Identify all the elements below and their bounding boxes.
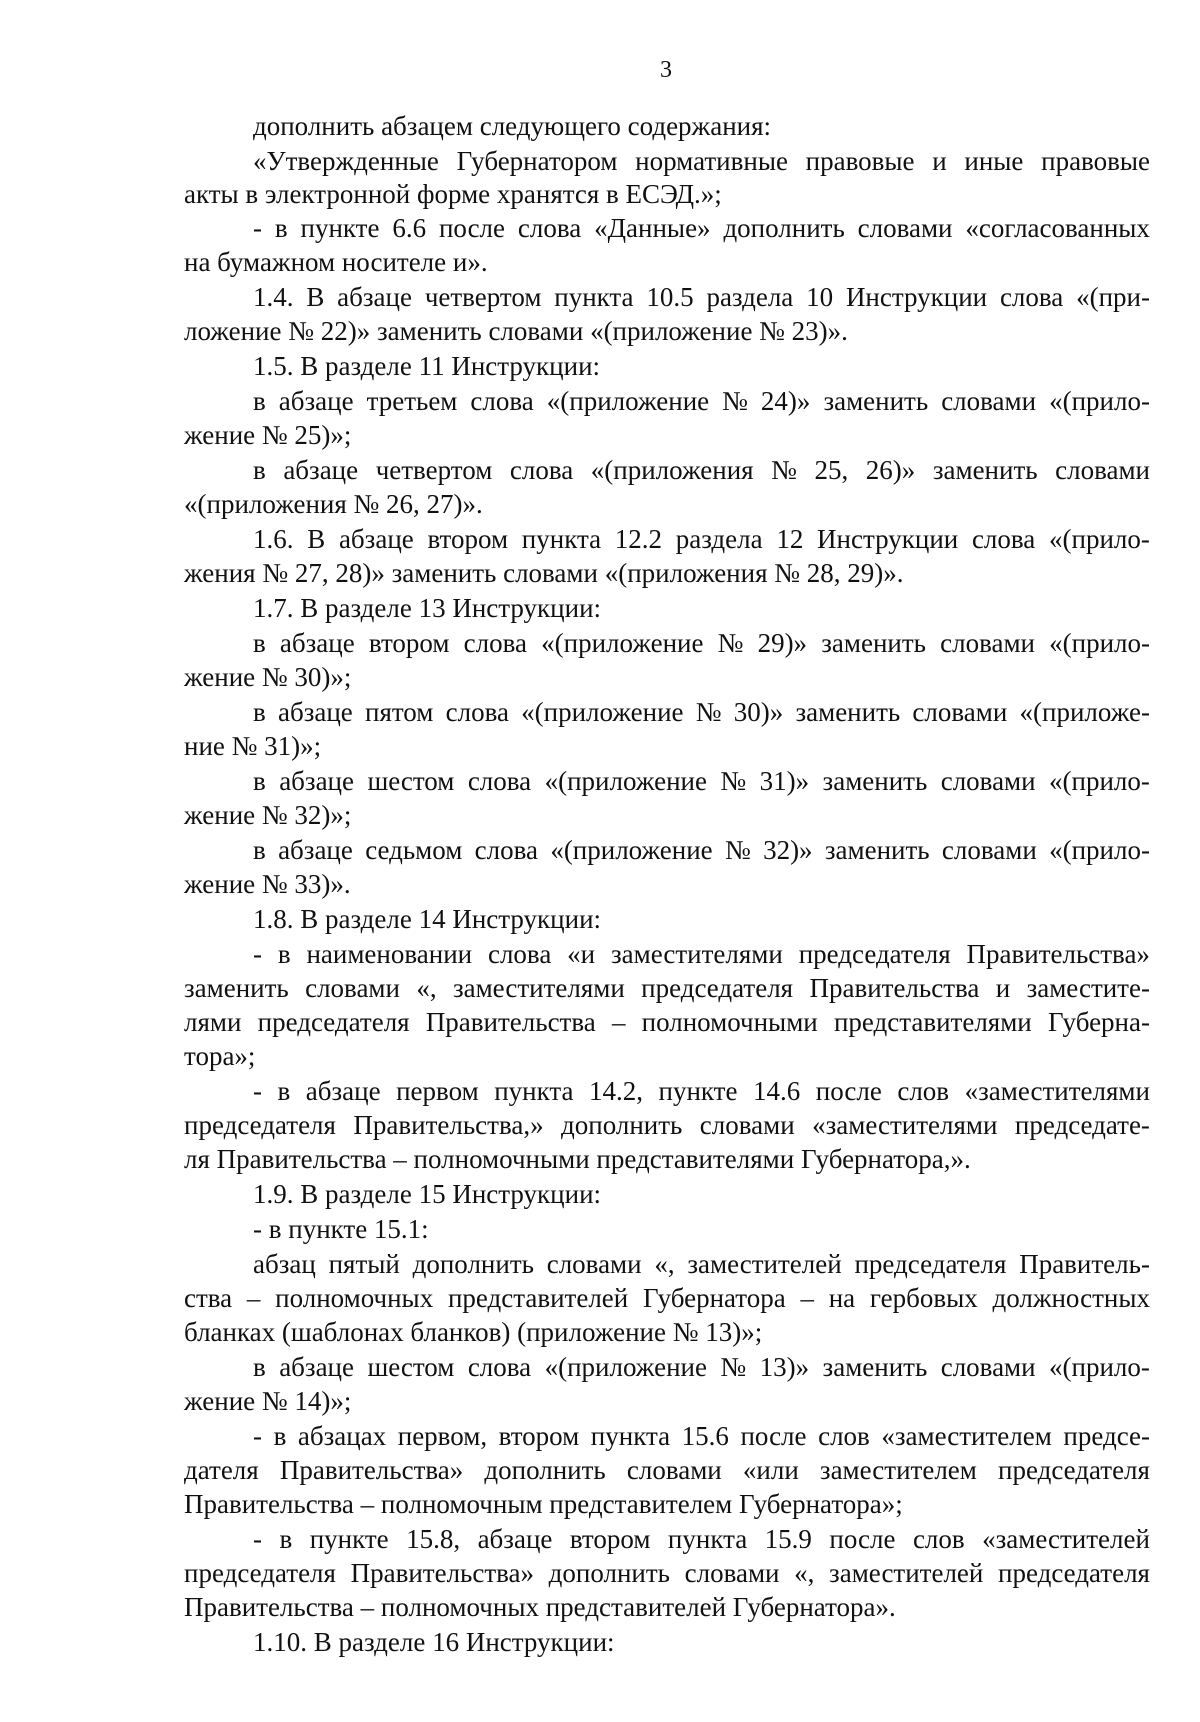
text-line: - в пункте 15.8, абзаце втором пункта 15.9 после слов «заместителей: [253, 1524, 1150, 1554]
text-line: - в абзаце первом пункта 14.2, пункте 14.6 после слов «заместителями: [253, 1076, 1150, 1106]
text-line: лями председателя Правительства – полномочными представителями Губерна-: [184, 1007, 1150, 1037]
page-number: 3: [660, 57, 672, 83]
text-line: ства – полномочных представителей Губернатора – на гербовых должностных: [184, 1283, 1150, 1313]
text-line: - в пункте 6.6 после слова «Данные» дополнить словами «согласованных: [253, 213, 1150, 243]
text-line: жение № 33)».: [184, 869, 351, 899]
text-line: дателя Правительства» дополнить словами «или заместителем председателя: [184, 1455, 1150, 1485]
text-line: 1.7. В разделе 13 Инструкции:: [253, 593, 602, 623]
text-line: 1.6. В абзаце втором пункта 12.2 раздела 12 Инструкции слова «(прило-: [253, 524, 1150, 554]
text-line: на бумажном носителе и».: [184, 247, 488, 277]
text-line: жения № 27, 28)» заменить словами «(приложения № 28, 29)».: [184, 558, 904, 588]
text-line: абзац пятый дополнить словами «, заместителей председателя Правитель-: [253, 1249, 1150, 1279]
text-line: 1.8. В разделе 14 Инструкции:: [253, 904, 602, 934]
text-line: ние № 31)»;: [184, 731, 322, 761]
text-line: - в абзацах первом, втором пункта 15.6 после слов «заместителем предсе-: [253, 1421, 1150, 1451]
text-line: ложение № 22)» заменить словами «(приложение № 23)».: [184, 316, 848, 346]
text-line: жение № 25)»;: [184, 420, 352, 450]
text-line: ля Правительства – полномочными представителями Губернатора,».: [184, 1144, 971, 1174]
text-line: бланках (шаблонах бланков) (приложение № 13)»;: [184, 1317, 763, 1347]
text-line: дополнить абзацем следующего содержания:: [253, 111, 772, 141]
text-line: - в наименовании слова «и заместителями председателя Правительства»: [253, 939, 1150, 969]
text-line: в абзаце пятом слова «(приложение № 30)» заменить словами «(приложе-: [253, 697, 1150, 727]
text-line: председателя Правительства,» дополнить словами «заместителями председате-: [184, 1110, 1150, 1140]
text-line: жение № 14)»;: [184, 1386, 352, 1416]
text-line: акты в электронной форме хранятся в ЕСЭД.»;: [184, 179, 722, 209]
text-line: «(приложения № 26, 27)».: [184, 489, 483, 519]
text-line: тора»;: [184, 1041, 256, 1071]
text-line: - в пункте 15.1:: [253, 1214, 429, 1244]
text-line: жение № 32)»;: [184, 800, 352, 830]
text-line: «Утвержденные Губернатором нормативные правовые и иные правовые: [253, 146, 1150, 176]
text-line: в абзаце третьем слова «(приложение № 24)» заменить словами «(прило-: [253, 386, 1150, 416]
text-line: в абзаце четвертом слова «(приложения № 25, 26)» заменить словами: [253, 455, 1150, 485]
text-line: Правительства – полномочных представителей Губернатора».: [184, 1592, 896, 1622]
text-line: 1.5. В разделе 11 Инструкции:: [253, 351, 601, 381]
text-line: жение № 30)»;: [184, 662, 352, 692]
text-line: в абзаце втором слова «(приложение № 29)» заменить словами «(прило-: [253, 628, 1150, 658]
text-line: в абзаце шестом слова «(приложение № 13)» заменить словами «(прило-: [253, 1352, 1150, 1382]
text-line: Правительства – полномочным представителем Губернатора»;: [184, 1489, 903, 1519]
text-line: 1.10. В разделе 16 Инструкции:: [253, 1627, 615, 1657]
text-line: 1.9. В разделе 15 Инструкции:: [253, 1179, 602, 1209]
text-line: в абзаце седьмом слова «(приложение № 32)» заменить словами «(прило-: [253, 835, 1150, 865]
text-line: заменить словами «, заместителями председателя Правительства и заместите-: [184, 973, 1150, 1003]
text-line: председателя Правительства» дополнить словами «, заместителей председателя: [184, 1558, 1150, 1588]
text-line: в абзаце шестом слова «(приложение № 31)» заменить словами «(прило-: [253, 766, 1150, 796]
text-line: 1.4. В абзаце четвертом пункта 10.5 раздела 10 Инструкции слова «(при-: [253, 282, 1150, 312]
